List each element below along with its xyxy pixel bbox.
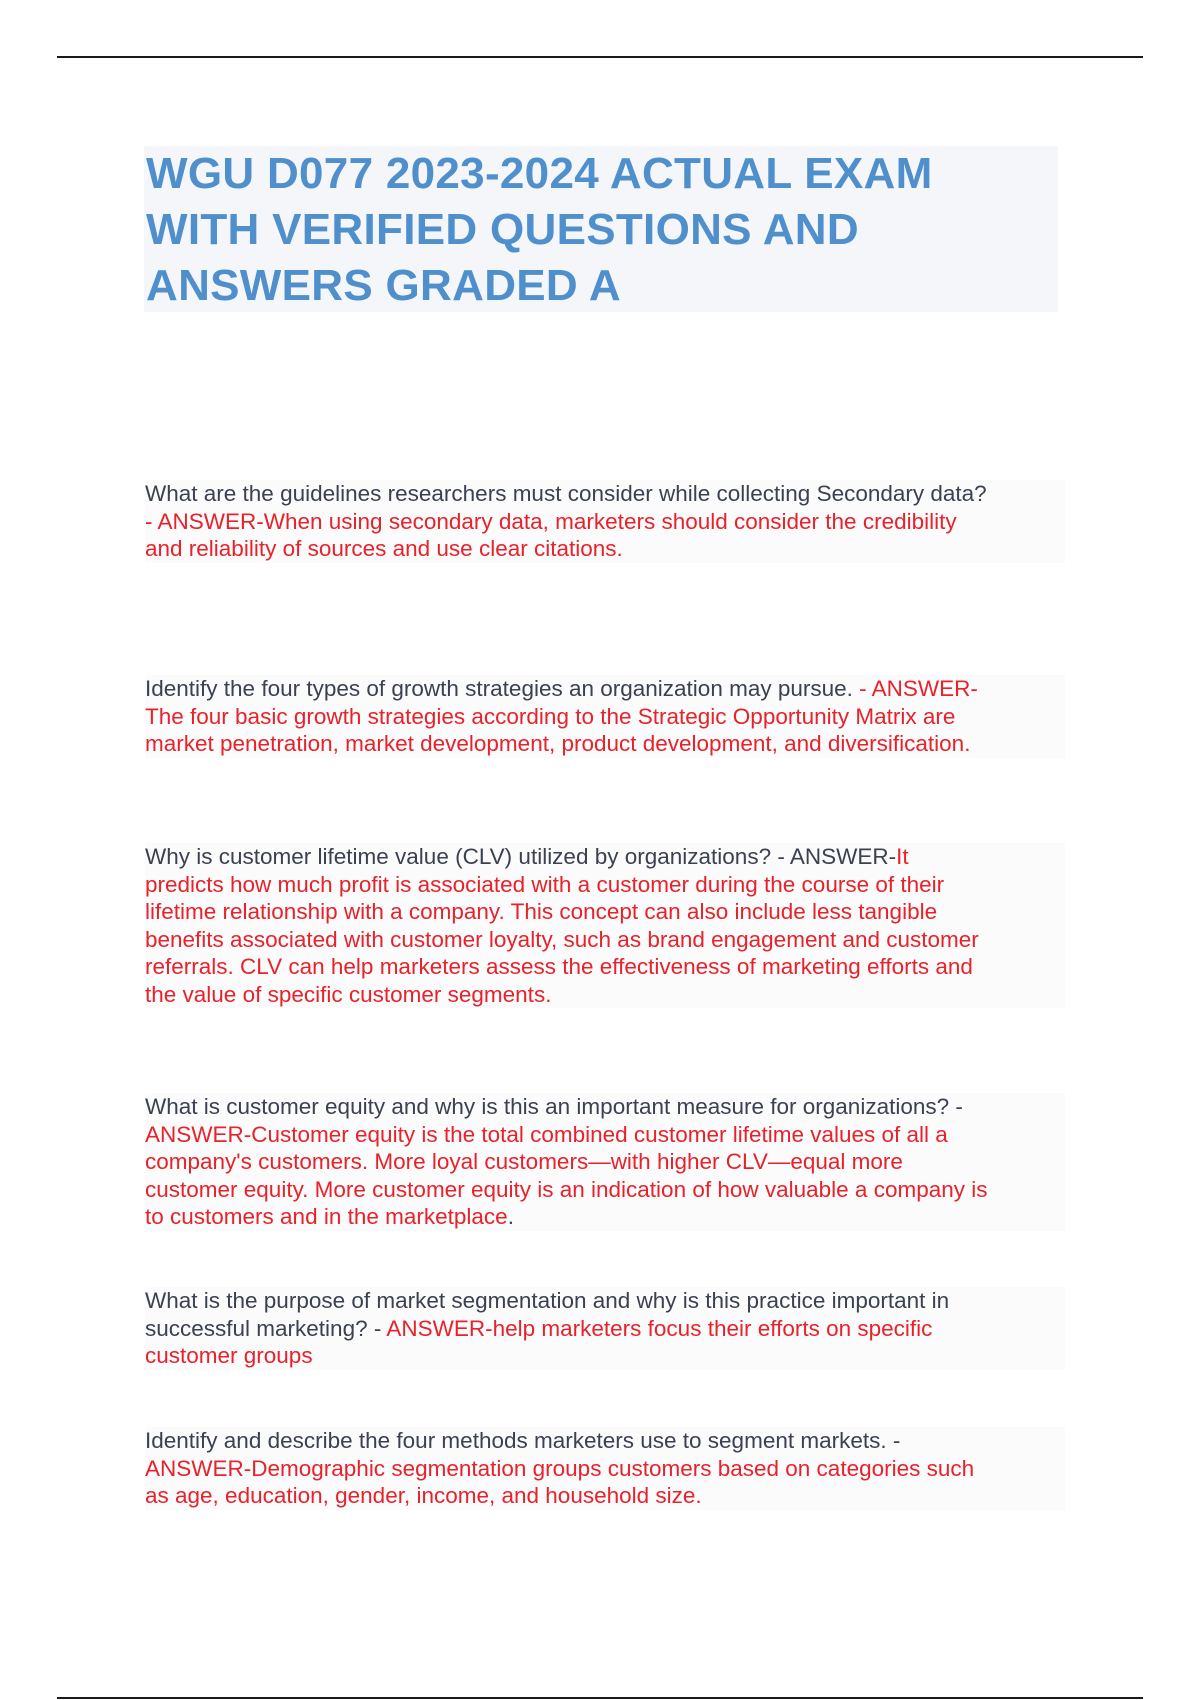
qa-line bbox=[145, 926, 1065, 954]
answer-text: ANSWER-help marketers focus their efforts on specific bbox=[386, 1315, 933, 1341]
answer-text: referrals. CLV can help marketers assess the effectiveness of marketing efforts and bbox=[145, 954, 973, 979]
answer-text: company's customers. More loyal customers—with higher CLV—equal more bbox=[145, 1149, 903, 1174]
qa-line bbox=[145, 703, 1065, 731]
answer-text: customer equity. More customer equity is an indication of how valuable a company is bbox=[145, 1176, 988, 1202]
qa-item bbox=[145, 675, 1065, 758]
qa-line bbox=[145, 480, 1065, 508]
qa-line bbox=[145, 1315, 1065, 1343]
document-title bbox=[144, 146, 1058, 312]
question-text: What is the purpose of market segmentation and why is this practice important in bbox=[145, 1288, 950, 1313]
qa-line bbox=[145, 1203, 1065, 1231]
answer-text: to customers and in the marketplace bbox=[145, 1204, 508, 1229]
question-text: Why is customer lifetime value (CLV) utilized by organizations? - ANSWER- bbox=[145, 844, 897, 869]
top-rule bbox=[57, 56, 1143, 58]
qa-line bbox=[145, 981, 1065, 1009]
qa-line bbox=[145, 1455, 1065, 1483]
question-text: What is customer equity and why is this an important measure for organizations? - bbox=[145, 1094, 963, 1119]
question-text: What are the guidelines researchers must consider while collecting Secondary data? bbox=[145, 481, 987, 506]
qa-item bbox=[145, 843, 1065, 1008]
qa-line bbox=[145, 898, 1065, 926]
qa-line bbox=[145, 535, 1065, 563]
qa-line bbox=[145, 871, 1065, 899]
qa-item bbox=[145, 1093, 1065, 1231]
answer-text: - ANSWER- bbox=[859, 676, 978, 701]
qa-line bbox=[145, 1287, 1065, 1315]
qa-line bbox=[145, 953, 1065, 981]
answer-text: market penetration, market development, product development, and diversification. bbox=[145, 731, 971, 756]
qa-line bbox=[145, 1148, 1065, 1176]
qa-line bbox=[145, 1427, 1065, 1455]
question-text: Identify the four types of growth strategies an organization may pursue. bbox=[145, 676, 860, 701]
answer-text: It bbox=[896, 844, 909, 869]
qa-line bbox=[145, 1093, 1065, 1121]
answer-text: - ANSWER-When using secondary data, marketers should consider the credibility bbox=[145, 508, 957, 534]
answer-text: the value of specific customer segments. bbox=[145, 981, 552, 1007]
question-text: successful marketing? - bbox=[145, 1315, 387, 1341]
qa-line bbox=[145, 1482, 1065, 1510]
answer-text: lifetime relationship with a company. This concept can also include less tangible bbox=[145, 899, 938, 924]
qa-line bbox=[145, 508, 1065, 536]
bottom-rule bbox=[57, 1697, 1143, 1699]
answer-text: as age, education, gender, income, and household size. bbox=[145, 1483, 702, 1508]
question-text: . bbox=[507, 1204, 514, 1229]
answer-text: ANSWER-Customer equity is the total combined customer lifetime values of all a bbox=[145, 1121, 948, 1147]
qa-line bbox=[145, 1121, 1065, 1149]
title-line: ANSWERS GRADED A bbox=[146, 261, 621, 310]
answer-text: benefits associated with customer loyalty, such as brand engagement and customer bbox=[145, 926, 979, 952]
answer-text: and reliability of sources and use clear citations. bbox=[145, 536, 623, 561]
question-text: Identify and describe the four methods marketers use to segment markets. - bbox=[145, 1428, 901, 1453]
title-line: WITH VERIFIED QUESTIONS AND bbox=[146, 205, 859, 254]
answer-text: The four basic growth strategies according to the Strategic Opportunity Matrix are bbox=[145, 703, 956, 729]
qa-line bbox=[145, 1342, 1065, 1370]
answer-text: customer groups bbox=[145, 1343, 313, 1368]
qa-item bbox=[145, 1287, 1065, 1370]
qa-line bbox=[145, 1176, 1065, 1204]
qa-item bbox=[145, 480, 1065, 563]
answer-text: ANSWER-Demographic segmentation groups customers based on categories such bbox=[145, 1455, 975, 1481]
qa-item bbox=[145, 1427, 1065, 1510]
qa-line bbox=[145, 675, 1065, 703]
qa-line bbox=[145, 730, 1065, 758]
answer-text: predicts how much profit is associated with a customer during the course of their bbox=[145, 871, 945, 897]
qa-line bbox=[145, 843, 1065, 871]
title-line: WGU D077 2023-2024 ACTUAL EXAM bbox=[146, 149, 933, 198]
